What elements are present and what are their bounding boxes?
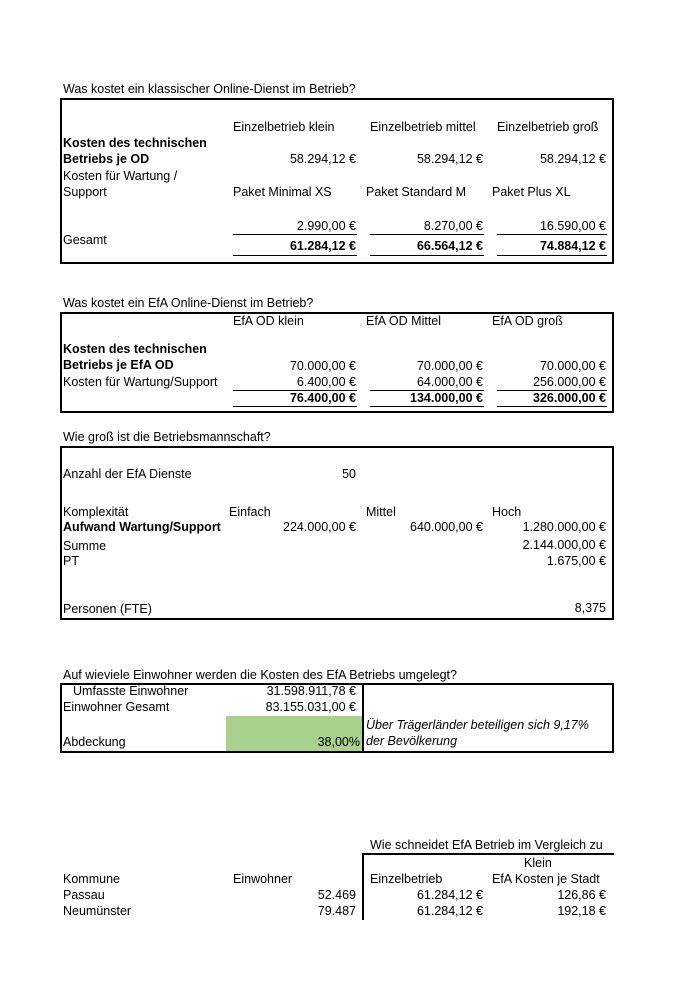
s3-pt-label: PT xyxy=(63,554,79,568)
s1-maint-label-1: Kosten für Wartung / xyxy=(63,169,178,183)
s3-complexity-mittel: Mittel xyxy=(366,505,396,519)
s1-tech-value-klein: 58.294,12 € xyxy=(289,152,356,166)
section-3-title: Wie groß ist die Betriebsmannschaft? xyxy=(63,430,271,444)
s5-header-topline xyxy=(362,853,614,855)
s4-coverage-value: 38,00% xyxy=(317,735,360,749)
s1-package-m: Paket Standard M xyxy=(366,185,467,199)
s5-row-neumuenster-kommune: Neumünster xyxy=(63,904,132,918)
s5-header-einzelbetrieb: Einzelbetrieb xyxy=(370,872,443,886)
s4-column-divider xyxy=(362,683,364,753)
s2-tech-label-1: Kosten des technischen xyxy=(63,342,207,356)
s2-tech-value-klein: 70.000,00 € xyxy=(289,359,356,373)
s5-row-neumuenster-efa: 192,18 € xyxy=(557,904,606,918)
s2-col-header-gross: EfA OD groß xyxy=(492,314,563,328)
s2-col-header-klein: EfA OD klein xyxy=(233,314,304,328)
s1-total-value-klein: 61.284,12 € xyxy=(289,239,356,253)
s5-row-neumuenster-einzel: 61.284,12 € xyxy=(416,904,483,918)
s1-total-value-mittel: 66.564,12 € xyxy=(416,239,483,253)
s1-maint-label-2: Support xyxy=(63,185,107,199)
s1-maint-value-klein: 2.990,00 € xyxy=(296,219,356,233)
s2-total-bottomline-mittel xyxy=(370,406,484,407)
s1-total-underline-gross xyxy=(497,234,607,235)
s3-fte-value: 8,375 xyxy=(574,601,606,615)
s2-maint-value-mittel: 64.000,00 € xyxy=(416,375,483,389)
s3-complexity-einfach: Einfach xyxy=(229,505,271,519)
s2-total-bottomline-klein xyxy=(233,406,357,407)
s5-row-passau-einwohner: 52.469 xyxy=(317,888,356,902)
s4-total-value: 83.155.031,00 € xyxy=(265,700,356,714)
s2-tech-label-2: Betriebs je EfA OD xyxy=(63,358,174,372)
s2-tech-value-gross: 70.000,00 € xyxy=(539,359,606,373)
section-1-title: Was kostet ein klassischer Online-Dienst im Betrieb? xyxy=(63,82,356,96)
s1-total-value-gross: 74.884,12 € xyxy=(539,239,606,253)
s3-effort-value-hoch: 1.280.000,00 € xyxy=(522,520,606,534)
s1-col-header-klein: Einzelbetrieb klein xyxy=(233,120,335,134)
s1-package-xs: Paket Minimal XS xyxy=(233,185,332,199)
s1-tech-label-1: Kosten des technischen xyxy=(63,136,207,150)
s3-sum-label: Summe xyxy=(63,539,107,553)
s3-complexity-hoch: Hoch xyxy=(492,505,522,519)
s3-pt-value: 1.675,00 € xyxy=(546,554,606,568)
s4-coverage-label: Abdeckung xyxy=(63,735,126,749)
s1-total-label: Gesamt xyxy=(63,233,107,247)
s4-note-line-2: der Bevölkerung xyxy=(366,734,458,748)
s4-covered-value: 31.598.911,78 € xyxy=(266,684,356,698)
section-5-title: Wie schneidet EfA Betrieb im Vergleich zu xyxy=(370,838,603,852)
s3-services-value: 50 xyxy=(342,467,356,481)
s1-tech-value-gross: 58.294,12 € xyxy=(539,152,606,166)
s5-klein-label: Klein xyxy=(524,856,552,870)
s5-row-passau-kommune: Passau xyxy=(63,888,105,902)
s3-effort-value-einfach: 224.000,00 € xyxy=(283,520,356,534)
s2-total-value-gross: 326.000,00 € xyxy=(533,391,606,405)
s5-row-passau-einzel: 61.284,12 € xyxy=(416,888,483,902)
s3-effort-value-mittel: 640.000,00 € xyxy=(410,520,483,534)
s2-maint-value-gross: 256.000,00 € xyxy=(533,375,606,389)
s1-tech-value-mittel: 58.294,12 € xyxy=(416,152,483,166)
s5-header-einwohner: Einwohner xyxy=(233,872,293,886)
s4-total-label: Einwohner Gesamt xyxy=(63,700,170,714)
s2-total-value-mittel: 134.000,00 € xyxy=(410,391,483,405)
s5-row-passau-efa: 126,86 € xyxy=(557,888,606,902)
s5-header-efa-kosten: EfA Kosten je Stadt xyxy=(492,872,600,886)
section-2-title: Was kostet ein EfA Online-Dienst im Betrieb? xyxy=(63,296,314,310)
s5-header-kommune: Kommune xyxy=(63,872,120,886)
s2-col-header-mittel: EfA OD Mittel xyxy=(366,314,442,328)
s1-col-header-gross: Einzelbetrieb groß xyxy=(497,120,599,134)
s5-column-divider xyxy=(362,853,364,920)
s1-col-header-mittel: Einzelbetrieb mittel xyxy=(370,120,476,134)
s1-tech-label-2: Betriebs je OD xyxy=(63,152,150,166)
s3-effort-label: Aufwand Wartung/Support xyxy=(63,520,221,534)
s2-maint-label: Kosten für Wartung/Support xyxy=(63,375,218,389)
s2-maint-value-klein: 6.400,00 € xyxy=(296,375,356,389)
s1-package-xl: Paket Plus XL xyxy=(492,185,571,199)
s3-sum-value: 2.144.000,00 € xyxy=(522,538,606,552)
s1-total-bottomline-klein xyxy=(233,255,357,256)
s2-total-bottomline-gross xyxy=(497,406,607,407)
s3-complexity-label: Komplexität xyxy=(63,505,129,519)
s4-note-line-1: Über Trägerländer beteiligen sich 9,17% xyxy=(366,718,589,732)
s3-services-label: Anzahl der EfA Dienste xyxy=(63,467,192,481)
s1-maint-value-mittel: 8.270,00 € xyxy=(423,219,483,233)
section-4-title: Auf wieviele Einwohner werden die Kosten des EfA Betriebs umgelegt? xyxy=(63,668,457,682)
s4-covered-label: Umfasste Einwohner xyxy=(73,684,189,698)
s1-total-underline-mittel xyxy=(370,234,484,235)
s2-tech-value-mittel: 70.000,00 € xyxy=(416,359,483,373)
s2-total-value-klein: 76.400,00 € xyxy=(289,391,356,405)
s1-total-underline-klein xyxy=(233,234,357,235)
s3-fte-label: Personen (FTE) xyxy=(63,602,152,616)
s1-total-bottomline-mittel xyxy=(370,255,484,256)
s1-maint-value-gross: 16.590,00 € xyxy=(539,219,606,233)
s1-total-bottomline-gross xyxy=(497,255,607,256)
s5-row-neumuenster-einwohner: 79.487 xyxy=(317,904,356,918)
